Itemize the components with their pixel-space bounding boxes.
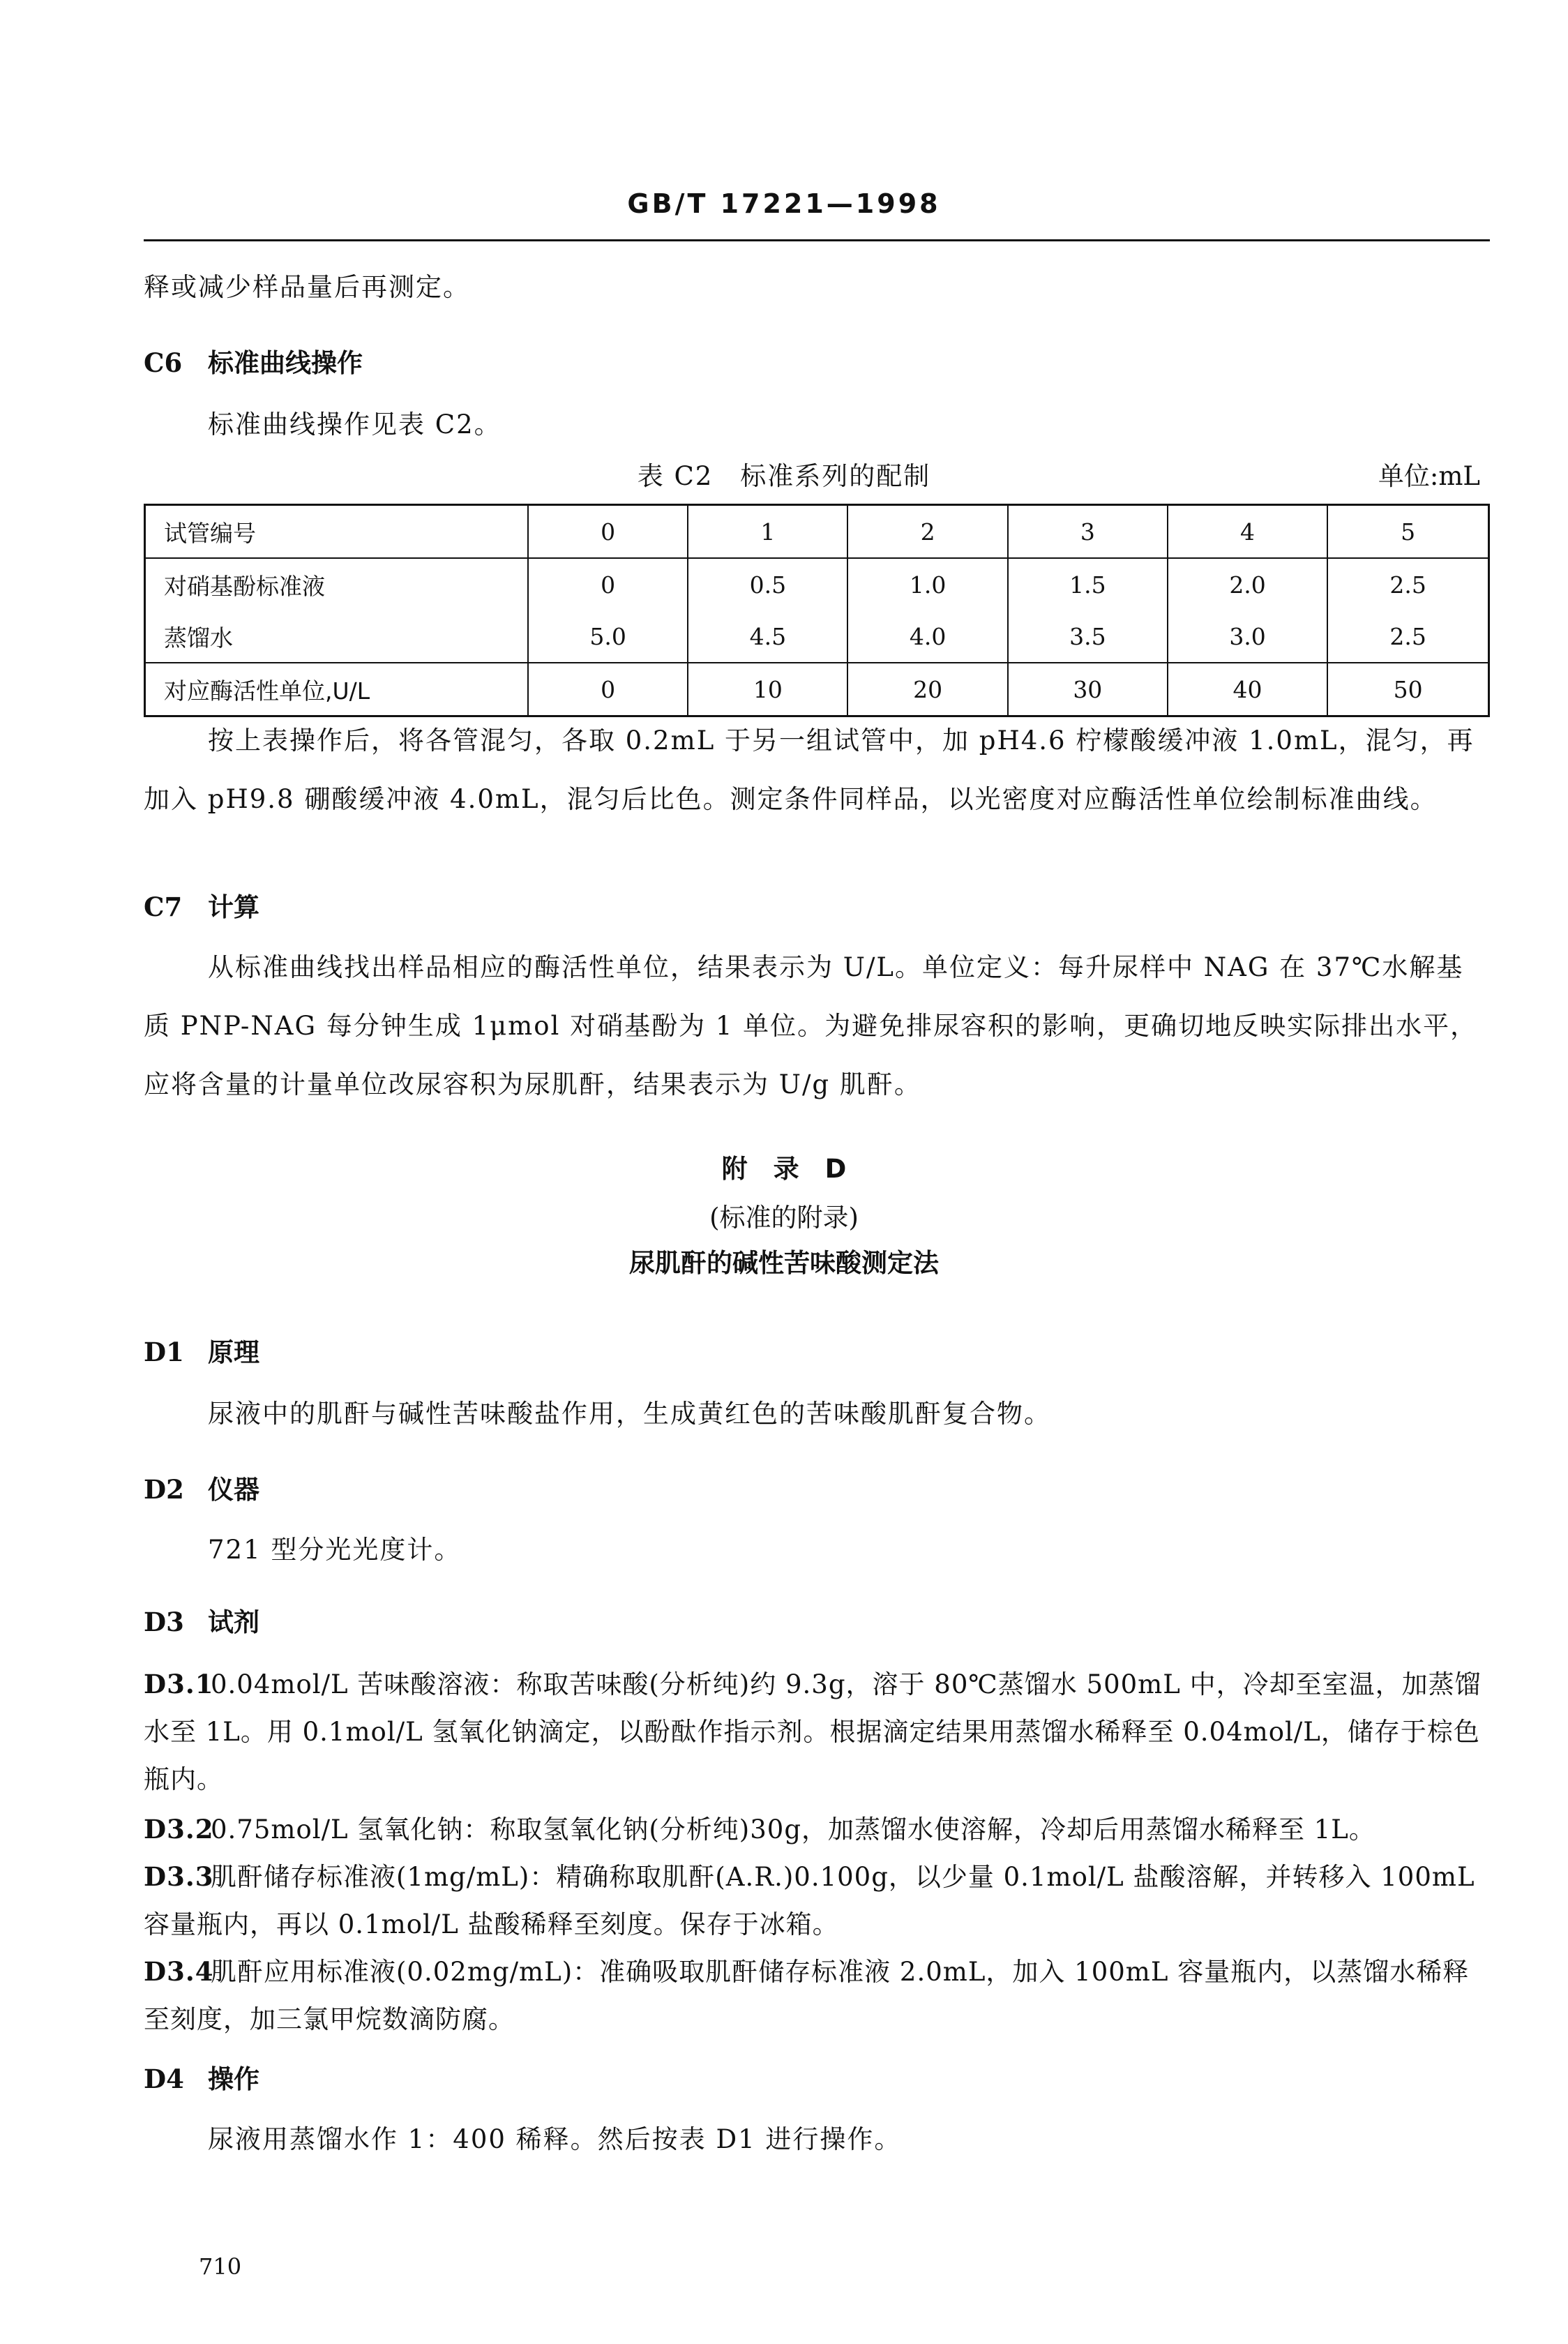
appendix-subtitle: (标准的附录)	[709, 1203, 859, 1233]
standard-series-table	[144, 504, 1490, 717]
table-row	[145, 663, 1489, 716]
item-text: 肌酐储存标准液(1mg/mL)：精确称取肌酐(A.R.)0.100g，以少量 0.1mol/L 盐酸溶解，并转移入 100mL 容量瓶内，再以 0.1mol/L 盐酸稀释至刻度。保存于冰箱。	[144, 1862, 1475, 1939]
item-text: 肌酐应用标准液(0.02mg/mL)：准确吸取肌酐储存标准液 2.0mL，加入 100mL 容量瓶内，以蒸馏水稀释至刻度，加三氯甲烷数滴防腐。	[144, 1957, 1470, 2034]
table-cell: 0	[528, 558, 688, 610]
section-title: 试剂	[208, 1607, 259, 1637]
header-rule	[144, 239, 1490, 241]
table-header-row	[145, 505, 1489, 559]
table-cell: 蒸馏水	[164, 624, 233, 652]
section-title: 计算	[208, 892, 259, 922]
table-cell: 2	[847, 505, 1007, 559]
table-unit: 单位:mL	[1378, 461, 1480, 491]
c6-text: 标准曲线操作见表 C2。	[208, 410, 502, 440]
appendix-title: 附 录 D	[721, 1154, 847, 1184]
page-header: GB/T 17221—1998	[627, 188, 941, 219]
table-cell: 3.0	[1168, 610, 1327, 663]
section-number: C6	[144, 347, 183, 378]
table-cell: 1.0	[847, 558, 1007, 610]
table-cell: 2.0	[1168, 558, 1327, 610]
d2-text: 721 型分光光度计。	[208, 1535, 462, 1565]
section-title: 原理	[208, 1337, 259, 1367]
table-cell: 4	[1168, 505, 1327, 559]
table-cell: 1	[688, 505, 847, 559]
item-label: D3.1	[144, 1669, 214, 1699]
table-cell: 3.5	[1008, 610, 1168, 663]
intro-line: 释或减少样品量后再测定。	[144, 272, 470, 302]
table-cell: 0.5	[688, 558, 847, 610]
d3-item-1	[144, 1660, 1490, 1803]
section-d2-heading	[144, 1468, 259, 1506]
table-cell: 30	[1008, 663, 1168, 716]
item-label: D3.4	[144, 1956, 214, 1987]
table-cell: 4.5	[688, 610, 847, 663]
table-cell: 1.5	[1008, 558, 1168, 610]
section-c6-heading	[144, 342, 363, 380]
table-cell: 50	[1327, 663, 1488, 716]
section-title: 操作	[208, 2064, 259, 2094]
section-d4-heading	[144, 2058, 259, 2096]
table-cell: 20	[847, 663, 1007, 716]
table-caption: 表 C2 标准系列的配制	[637, 461, 931, 491]
page-number: 710	[199, 2253, 242, 2280]
section-number: C7	[144, 892, 183, 922]
section-d3-heading	[144, 1601, 259, 1639]
table-cell: 10	[688, 663, 847, 716]
table-cell: 2.5	[1327, 558, 1488, 610]
section-number: D1	[144, 1337, 184, 1367]
table-cell: 对应酶活性单位,U/L	[145, 663, 529, 716]
appendix-name: 尿肌酐的碱性苦味酸测定法	[629, 1248, 939, 1278]
table-cell: 40	[1168, 663, 1327, 716]
table-cell: 4.0	[847, 610, 1007, 663]
section-title: 标准曲线操作	[208, 348, 363, 378]
table-row	[145, 558, 1489, 610]
table-cell: 5	[1327, 505, 1488, 559]
table-cell: 0	[528, 663, 688, 716]
c6-after-table: 按上表操作后，将各管混匀，各取 0.2mL 于另一组试管中，加 pH4.6 柠檬酸缓冲液 1.0mL，混匀，再加入 pH9.8 硼酸缓冲液 4.0mL，混匀后比色。测定条件同样品，以光密度对应酶活性单位绘制标准曲线。	[144, 726, 1475, 814]
item-text: 0.04mol/L 苦味酸溶液：称取苦味酸(分析纯)约 9.3g，溶于 80℃蒸馏水 500mL 中，冷却至室温，加蒸馏水至 1L。用 0.1mol/L 氢氧化钠滴定，以酚酞作指示剂。根据滴定结果用蒸馏水稀释至 0.04mol/L，储存于棕色瓶内。	[144, 1669, 1482, 1794]
table-cell: 试管编号	[145, 505, 529, 559]
d3-item-4	[144, 1948, 1490, 2043]
section-d1-heading	[144, 1331, 259, 1369]
table-cell: 2.5	[1327, 610, 1488, 663]
table-row	[145, 610, 1489, 663]
table-cell: 5.0	[528, 610, 688, 663]
section-number: D2	[144, 1474, 184, 1505]
table-cell: 对硝基酚标准液	[164, 572, 325, 600]
d4-text: 尿液用蒸馏水作 1：400 稀释。然后按表 D1 进行操作。	[208, 2124, 902, 2154]
table-cell: 0	[528, 505, 688, 559]
table-cell: 3	[1008, 505, 1168, 559]
item-text: 0.75mol/L 氢氧化钠：称取氢氧化钠(分析纯)30g，加蒸馏水使溶解，冷却后用蒸馏水稀释至 1L。	[211, 1815, 1375, 1845]
section-number: D4	[144, 2064, 184, 2094]
section-c7-heading	[144, 886, 259, 924]
d1-text: 尿液中的肌酐与碱性苦味酸盐作用，生成黄红色的苦味酸肌酐复合物。	[208, 1399, 1051, 1429]
d3-item-3	[144, 1853, 1490, 1948]
c7-text: 从标准曲线找出样品相应的酶活性单位，结果表示为 U/L。单位定义：每升尿样中 NAG 在 37℃水解基质 PNP-NAG 每分钟生成 1μmol 对硝基酚为 1 单位。为避免排尿容积的影响，更确切地反映实际排出水平，应将含量的计量单位改尿容积为尿肌酐，结果表示为 U/g 肌酐。	[144, 952, 1478, 1099]
section-title: 仪器	[208, 1475, 259, 1505]
section-number: D3	[144, 1607, 184, 1637]
item-label: D3.2	[144, 1814, 214, 1845]
item-label: D3.3	[144, 1861, 214, 1892]
d3-item-2	[144, 1805, 1490, 1854]
